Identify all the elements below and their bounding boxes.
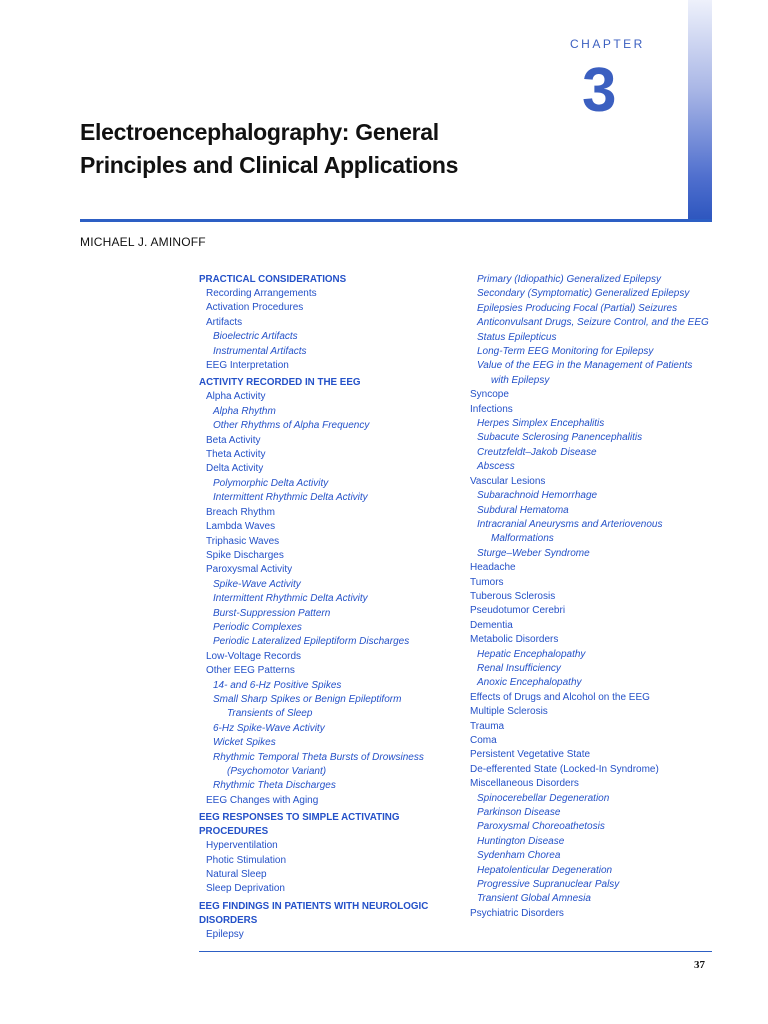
- toc-entry[interactable]: Hepatolenticular Degeneration: [477, 864, 613, 876]
- toc-entry[interactable]: Herpes Simplex Encephalitis: [477, 418, 605, 430]
- toc-entry[interactable]: (Psychomotor Variant): [227, 766, 327, 777]
- toc-entry[interactable]: Huntington Disease: [477, 835, 565, 847]
- toc-entry[interactable]: Paroxysmal Choreoathetosis: [477, 821, 605, 833]
- toc-entry[interactable]: Renal Insufficiency: [477, 662, 561, 674]
- chapter-number: 3: [582, 56, 617, 125]
- toc-section-heading[interactable]: EEG RESPONSES TO SIMPLE ACTIVATING PROCEDURES: [199, 812, 400, 838]
- chapter-title-line-1: Electroencephalography: General: [80, 119, 439, 145]
- toc-entry[interactable]: Dementia: [470, 619, 513, 631]
- author-name: MICHAEL J. AMINOFF: [80, 235, 206, 249]
- page-number: 37: [694, 959, 705, 971]
- toc-entry[interactable]: Other Rhythms of Alpha Frequency: [213, 420, 370, 432]
- toc-entry[interactable]: Epilepsy: [206, 928, 244, 940]
- toc-entry[interactable]: 6-Hz Spike-Wave Activity: [213, 722, 325, 734]
- toc-entry[interactable]: Paroxysmal Activity: [206, 564, 293, 576]
- toc-entry[interactable]: Sturge–Weber Syndrome: [477, 547, 590, 559]
- toc-entry[interactable]: Rhythmic Theta Discharges: [213, 780, 336, 792]
- toc-entry[interactable]: Small Sharp Spikes or Benign Epileptiform: [213, 693, 402, 705]
- toc-entry[interactable]: Periodic Complexes: [213, 621, 302, 633]
- toc-entry[interactable]: Photic Stimulation: [206, 854, 287, 866]
- toc-entry[interactable]: Tuberous Sclerosis: [470, 590, 556, 602]
- toc-entry[interactable]: Spinocerebellar Degeneration: [477, 792, 610, 804]
- toc-entry[interactable]: Polymorphic Delta Activity: [213, 477, 329, 489]
- toc-entry[interactable]: Lambda Waves: [206, 521, 276, 533]
- toc-entry[interactable]: Activation Procedures: [206, 302, 304, 314]
- toc-entry[interactable]: Delta Activity: [206, 463, 264, 475]
- toc-entry[interactable]: Periodic Lateralized Epileptiform Discharges: [213, 636, 410, 648]
- toc-entry[interactable]: Anticonvulsant Drugs, Seizure Control, and the EEG: [477, 317, 709, 329]
- toc-entry[interactable]: Bioelectric Artifacts: [213, 331, 298, 343]
- toc-entry[interactable]: Sleep Deprivation: [206, 883, 285, 895]
- toc-entry[interactable]: Coma: [470, 735, 497, 746]
- toc-entry[interactable]: Headache: [470, 562, 516, 574]
- footer-divider: [199, 951, 712, 952]
- toc-entry[interactable]: with Epilepsy: [491, 374, 550, 386]
- toc-entry[interactable]: Breach Rhythm: [206, 506, 275, 518]
- toc-section-heading[interactable]: EEG FINDINGS IN PATIENTS WITH NEUROLOGIC DISORDERS: [199, 900, 429, 926]
- toc-entry[interactable]: Epilepsies Producing Focal (Partial) Seizures: [477, 302, 678, 314]
- toc-entry[interactable]: Tumors: [470, 576, 504, 588]
- toc-entry[interactable]: Primary (Idiopathic) Generalized Epilepsy: [477, 274, 661, 285]
- toc-entry[interactable]: Hyperventilation: [206, 840, 278, 852]
- toc-entry[interactable]: Infections: [470, 403, 513, 415]
- chapter-title: [80, 116, 560, 182]
- toc-entry[interactable]: Spike-Wave Activity: [213, 578, 301, 590]
- toc-entry[interactable]: Long-Term EEG Monitoring for Epilepsy: [477, 346, 654, 358]
- toc-entry[interactable]: Subacute Sclerosing Panencephalitis: [477, 432, 643, 444]
- toc-entry[interactable]: Low-Voltage Records: [206, 650, 302, 662]
- toc-entry[interactable]: Syncope: [470, 389, 509, 401]
- toc-entry[interactable]: Transient Global Amnesia: [477, 893, 591, 905]
- toc-entry[interactable]: Subdural Hematoma: [477, 504, 569, 516]
- toc-entry[interactable]: Natural Sleep: [206, 869, 267, 881]
- toc-entry[interactable]: Hepatic Encephalopathy: [477, 648, 586, 660]
- toc-entry[interactable]: Other EEG Patterns: [206, 665, 295, 677]
- toc-entry[interactable]: Spike Discharges: [206, 549, 284, 561]
- toc-entry[interactable]: Triphasic Waves: [206, 535, 280, 547]
- toc-entry[interactable]: Rhythmic Temporal Theta Bursts of Drowsiness: [213, 751, 424, 763]
- toc-entry[interactable]: Vascular Lesions: [470, 475, 546, 487]
- toc-entry[interactable]: Artifacts: [206, 316, 243, 328]
- toc-section-heading[interactable]: PRACTICAL CONSIDERATIONS: [199, 274, 347, 285]
- toc-entry[interactable]: Psychiatric Disorders: [470, 907, 564, 919]
- toc-entry[interactable]: Miscellaneous Disorders: [470, 778, 579, 790]
- toc-entry[interactable]: Sydenham Chorea: [477, 850, 561, 862]
- toc-entry[interactable]: Beta Activity: [206, 434, 261, 446]
- chapter-title-line-2: Principles and Clinical Applications: [80, 152, 459, 178]
- toc-entry[interactable]: Anoxic Encephalopathy: [477, 677, 582, 689]
- toc-entry[interactable]: EEG Interpretation: [206, 360, 289, 372]
- toc-right-column: [470, 273, 710, 921]
- toc-entry[interactable]: Trauma: [470, 720, 505, 732]
- chapter-label: CHAPTER: [570, 37, 645, 51]
- toc-entry[interactable]: Alpha Rhythm: [213, 405, 276, 417]
- toc-entry[interactable]: De-efferented State (Locked-In Syndrome): [470, 763, 659, 775]
- toc-entry[interactable]: Theta Activity: [206, 449, 266, 461]
- toc-entry[interactable]: Metabolic Disorders: [470, 634, 559, 646]
- toc-entry[interactable]: Abscess: [477, 461, 515, 473]
- toc-entry[interactable]: Burst-Suppression Pattern: [213, 607, 331, 619]
- toc-entry[interactable]: Progressive Supranuclear Palsy: [477, 879, 620, 891]
- toc-entry[interactable]: Intracranial Aneurysms and Arteriovenous: [477, 518, 663, 530]
- toc-entry[interactable]: Effects of Drugs and Alcohol on the EEG: [470, 691, 650, 703]
- toc-entry[interactable]: Intermittent Rhythmic Delta Activity: [213, 492, 368, 504]
- toc-entry[interactable]: Wicket Spikes: [213, 737, 276, 749]
- toc-entry[interactable]: Value of the EEG in the Management of Patients: [477, 360, 693, 372]
- toc-entry[interactable]: EEG Changes with Aging: [206, 794, 319, 806]
- toc-entry[interactable]: Secondary (Symptomatic) Generalized Epilepsy: [477, 288, 690, 300]
- toc-left-column: [199, 273, 459, 942]
- chapter-side-bar: [688, 0, 712, 222]
- toc-entry[interactable]: Subarachnoid Hemorrhage: [477, 490, 598, 502]
- toc-entry[interactable]: Malformations: [491, 533, 554, 545]
- toc-entry[interactable]: Intermittent Rhythmic Delta Activity: [213, 593, 368, 605]
- toc-entry[interactable]: Transients of Sleep: [227, 708, 313, 720]
- toc-entry[interactable]: Pseudotumor Cerebri: [470, 605, 566, 617]
- toc-entry[interactable]: Persistent Vegetative State: [470, 749, 591, 761]
- toc-entry[interactable]: Alpha Activity: [206, 391, 266, 403]
- toc-entry[interactable]: Parkinson Disease: [477, 807, 561, 819]
- title-divider: [80, 219, 712, 222]
- toc-entry[interactable]: Recording Arrangements: [206, 288, 317, 299]
- toc-entry[interactable]: Status Epilepticus: [477, 331, 557, 343]
- toc-entry[interactable]: Multiple Sclerosis: [470, 706, 548, 718]
- toc-entry[interactable]: 14- and 6-Hz Positive Spikes: [213, 679, 342, 691]
- toc-entry[interactable]: Creutzfeldt–Jakob Disease: [477, 446, 597, 458]
- toc-section-heading[interactable]: ACTIVITY RECORDED IN THE EEG: [199, 377, 361, 389]
- toc-entry[interactable]: Instrumental Artifacts: [213, 345, 307, 357]
